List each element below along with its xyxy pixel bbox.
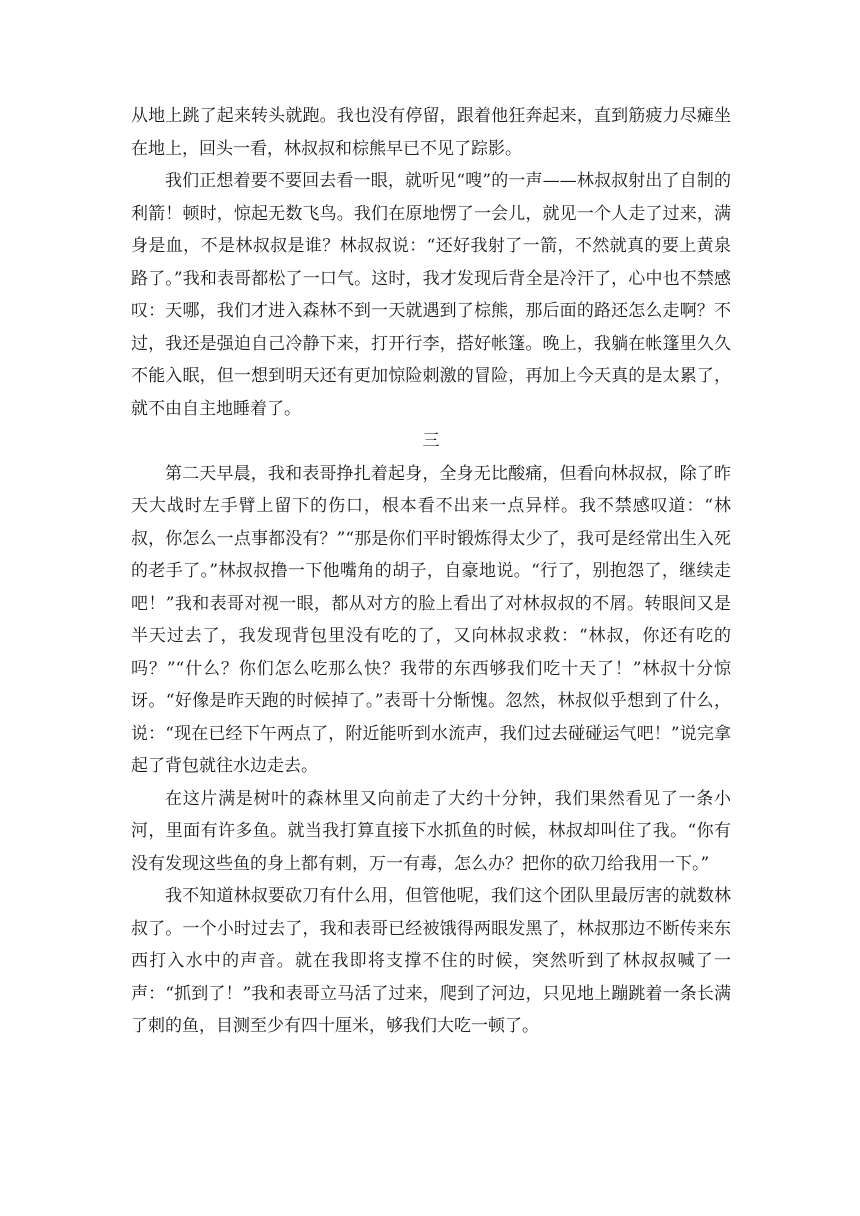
paragraph-1: 从地上跳了起来转头就跑。我也没有停留，跟着他狂奔起来，直到筋疲力尽瘫坐在地上，回头一看，林叔叔和棕熊早已不见了踪影。 xyxy=(131,106,731,159)
paragraph-3: 第二天早晨，我和表哥挣扎着起身，全身无比酸痛，但看向林叔叔，除了昨天大战时左手臂上留下的伤口，根本看不出来一点异样。我不禁感叹道：“林叔，你怎么一点事都没有？”“那是你们平时锻炼得太少了，我可是经常出生入死的老手了。”林叔叔撸一下他嘴角的胡子，自豪地说。“行了，别抱怨了，继续走吧！”我和表哥对视一眼，都从对方的脸上看出了对林叔叔的不屑。转眼间又是半天过去了，我发现背包里没有吃的了，又向林叔求救：“林叔，你还有吃的吗？”“什么？你们怎么吃那么快？我带的东西够我们吃十天了！”林叔十分惊讶。“好像是昨天跑的时候掉了。”表哥十分惭愧。忽然，林叔似乎想到了什么，说：“现在已经下午两点了，附近能听到水流声，我们过去碰碰运气吧！”说完拿起了背包就往水边走去。 xyxy=(131,463,731,776)
paragraph-5: 我不知道林叔要砍刀有什么用，但管他呢，我们这个团队里最厉害的就数林叔了。一个小时过去了，我和表哥已经被饿得两眼发黑了，林叔那边不断传来东西打入水中的声音。就在我即将支撑不住的时候，突然听到了林叔叔喊了一声：“抓到了！”我和表哥立马活了过来，爬到了河边，只见地上蹦跳着一条长满了刺的鱼，目测至少有四十厘米，够我们大吃一顿了。 xyxy=(131,886,731,1036)
paragraph-4: 在这片满是树叶的森林里又向前走了大约十分钟，我们果然看见了一条小河，里面有许多鱼。就当我打算直接下水抓鱼的时候，林叔却叫住了我。“你有没有发现这些鱼的身上都有刺，万一有毒，怎么办？把你的砍刀给我用一下。” xyxy=(131,788,731,874)
story-body xyxy=(131,100,731,1043)
section-heading: 三 xyxy=(422,431,440,451)
paragraph-2: 我们正想着要不要回去看一眼，就听见“嗖”的一声——林叔叔射出了自制的利箭！顿时，惊起无数飞鸟。我们在原地愣了一会儿，就见一个人走了过来，满身是血，不是林叔叔是谁？林叔叔说：“还好我射了一箭，不然就真的要上黄泉路了。”我和表哥都松了一口气。这时，我才发现后背全是冷汗了，心中也不禁感叹：天哪，我们才进入森林不到一天就遇到了棕熊，那后面的路还怎么走啊？不过，我还是强迫自己冷静下来，打开行李，搭好帐篷。晚上，我躺在帐篷里久久不能入眠，但一想到明天还有更加惊险刺激的冒险，再加上今天真的是太累了，就不由自主地睡着了。 xyxy=(131,171,731,419)
